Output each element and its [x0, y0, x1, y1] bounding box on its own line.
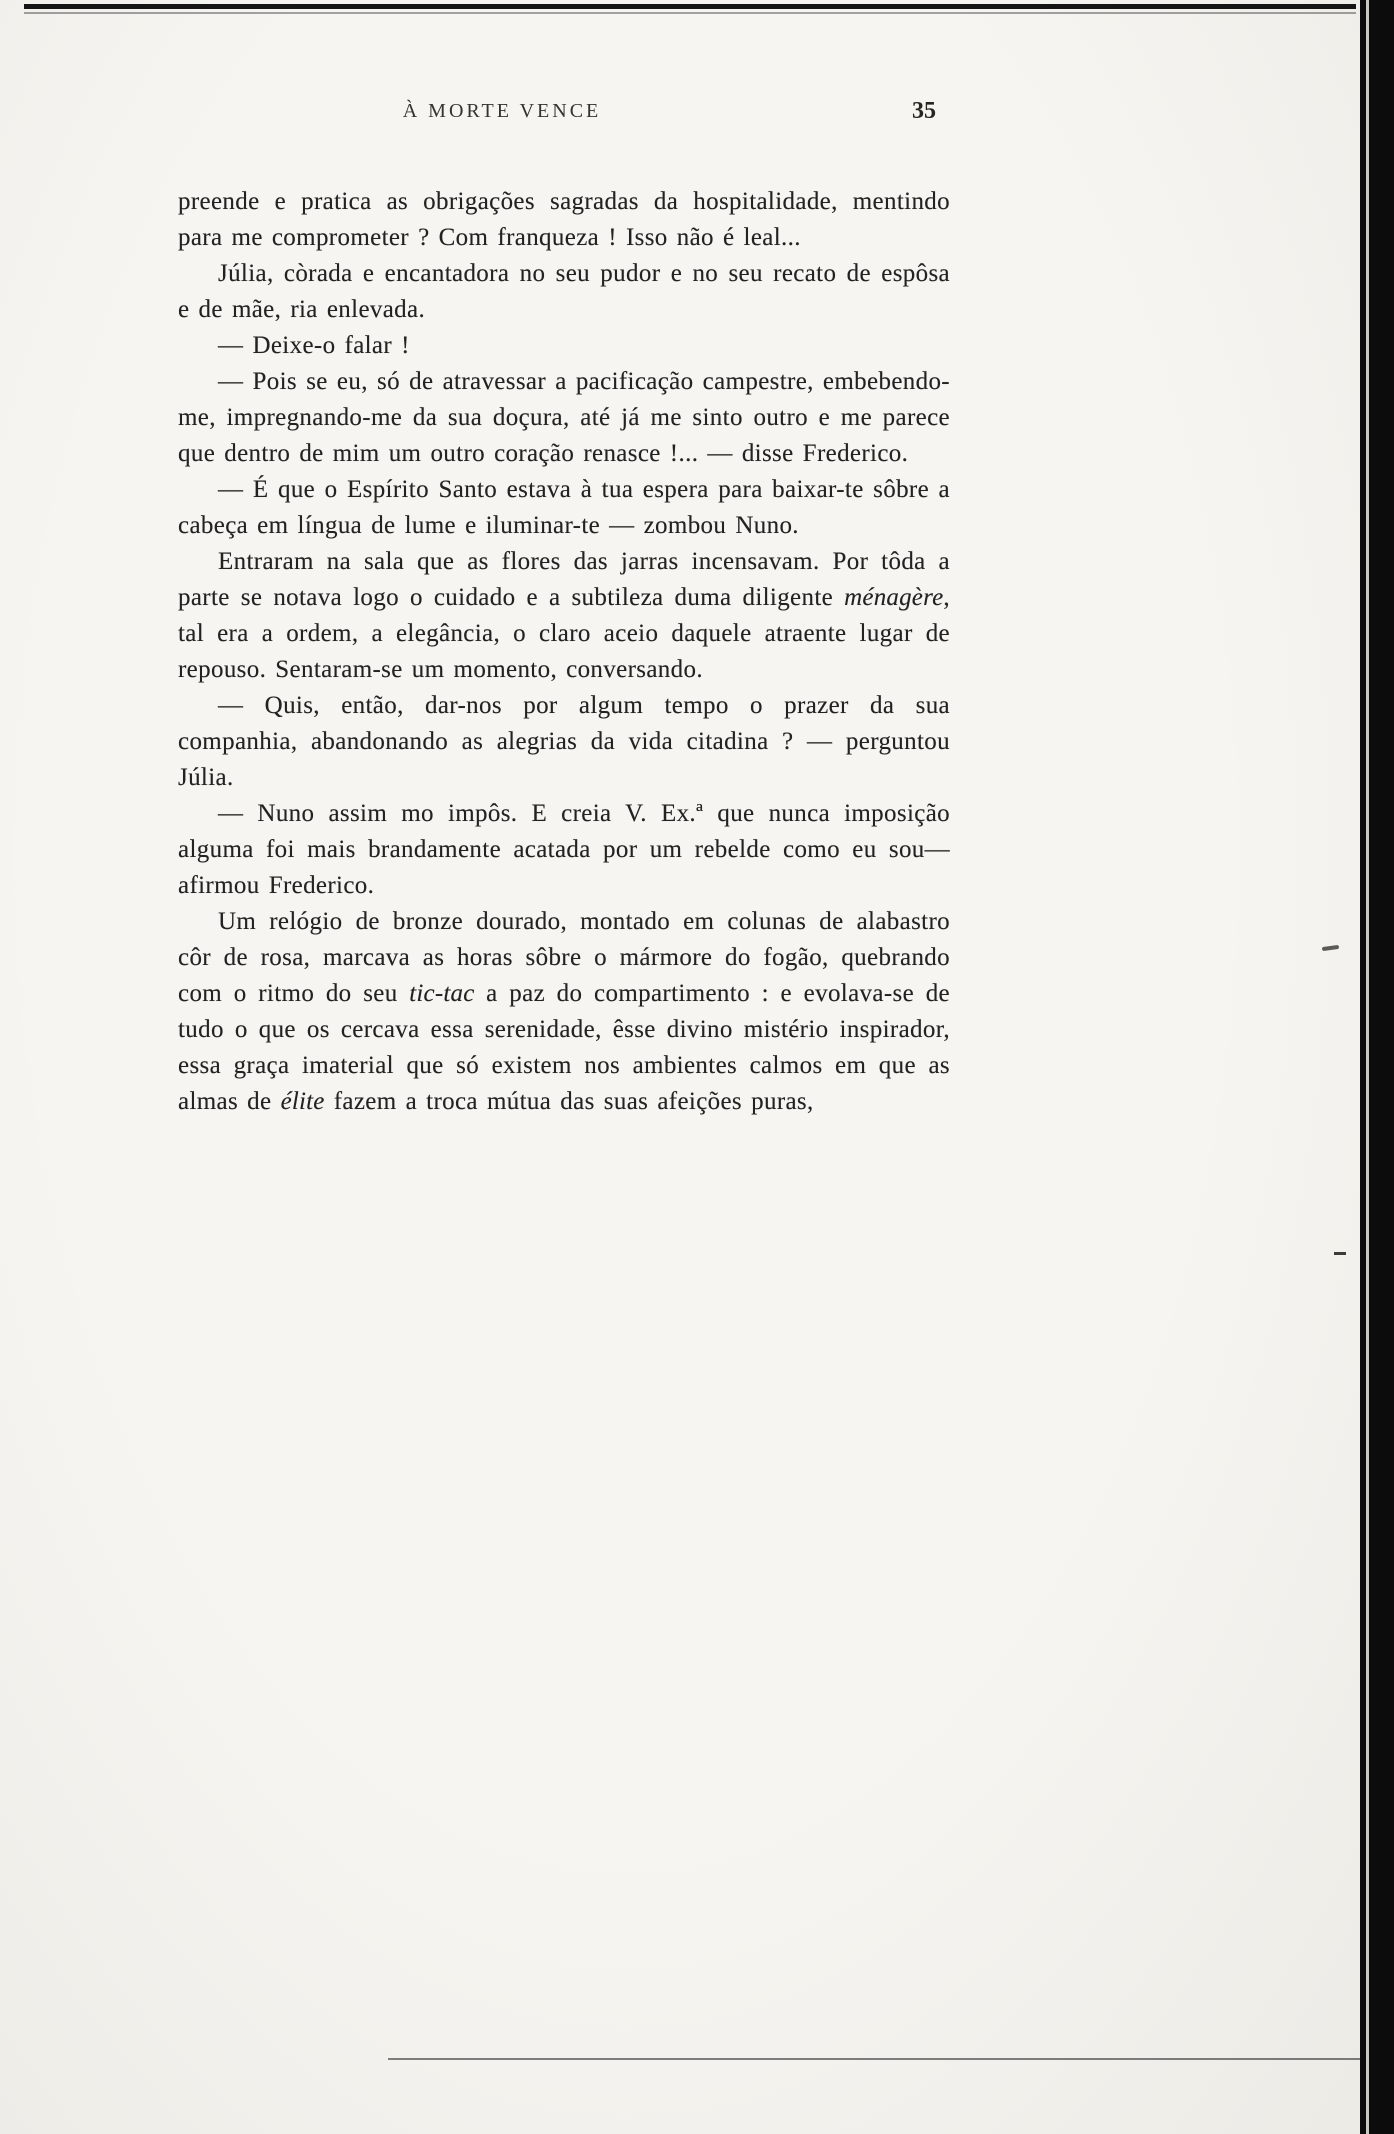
- paragraph: [178, 184, 950, 256]
- text-run: — Nuno assim mo impôs. E creia V. Ex.ª que nunca imposição alguma foi mais brandamente acatada por um rebelde como eu sou—afirmou Frederico.: [178, 800, 950, 899]
- scan-top-rule-thin: [24, 12, 1356, 14]
- body-text: [178, 184, 950, 1120]
- italic-text: élite: [280, 1088, 325, 1115]
- scan-margin-mark: [1334, 1252, 1346, 1255]
- page-content: [178, 100, 950, 1120]
- paragraph: [178, 688, 950, 796]
- scan-margin-mark: [1322, 945, 1339, 951]
- scan-right-edge-bar: [1360, 0, 1394, 2134]
- paragraph: [178, 328, 950, 364]
- text-run: Júlia, còrada e encantadora no seu pudor e no seu recato de espôsa e de mãe, ria enlevada.: [178, 260, 950, 323]
- text-run: preende e pratica as obrigações sagradas da hospitalidade, mentindo para me comprometer ? Com franqueza ! Isso não é leal...: [178, 188, 950, 251]
- text-run: — É que o Espírito Santo estava à tua espera para baixar-te sôbre a cabeça em língua de lume e iluminar-te — zombou Nuno.: [178, 476, 950, 539]
- text-run: , tal era a ordem, a elegância, o claro aceio daquele atraente lugar de repouso. Sentaram-se um momento, conversando.: [178, 584, 950, 683]
- page-number: 35: [912, 98, 936, 124]
- italic-text: ménagère: [844, 584, 944, 611]
- text-run: a paz do compartimento : e evolava-se de tudo o que os cercava essa serenidade, êsse divino mistério inspirador, essa graça imaterial que só existem nos ambientes calmos em que as almas de: [178, 980, 950, 1115]
- text-run: — Pois se eu, só de atravessar a pacificação campestre, embebendo-me, impregnando-me da sua doçura, até já me sinto outro e me parece que dentro de mim um outro coração renasce !... — disse Frederico.: [178, 368, 950, 467]
- scan-top-rule: [24, 4, 1356, 9]
- paragraph: [178, 364, 950, 472]
- text-run: Entraram na sala que as flores das jarras incensavam. Por tôda a parte se notava logo o cuidado e a subtileza duma diligente: [178, 548, 950, 611]
- paragraph: [178, 256, 950, 328]
- text-run: fazem a troca mútua das suas afeições puras,: [324, 1088, 814, 1115]
- paragraph: [178, 544, 950, 688]
- text-run: — Deixe-o falar !: [218, 332, 410, 359]
- paragraph: [178, 796, 950, 904]
- paragraph: [178, 904, 950, 1120]
- running-header: [178, 100, 950, 132]
- text-run: — Quis, então, dar-nos por algum tempo o prazer da sua companhia, abandonando as alegrias da vida citadina ? — perguntou Júlia.: [178, 692, 950, 791]
- paragraph: [178, 472, 950, 544]
- running-title: À MORTE VENCE: [402, 100, 602, 122]
- text-run: Um relógio de bronze dourado, montado em colunas de alabastro côr de rosa, marcava as horas sôbre o mármore do fogão, quebrando com o ritmo do seu: [178, 908, 950, 1007]
- italic-text: tic-tac: [409, 980, 475, 1007]
- scan-bottom-rule: [388, 2058, 1360, 2060]
